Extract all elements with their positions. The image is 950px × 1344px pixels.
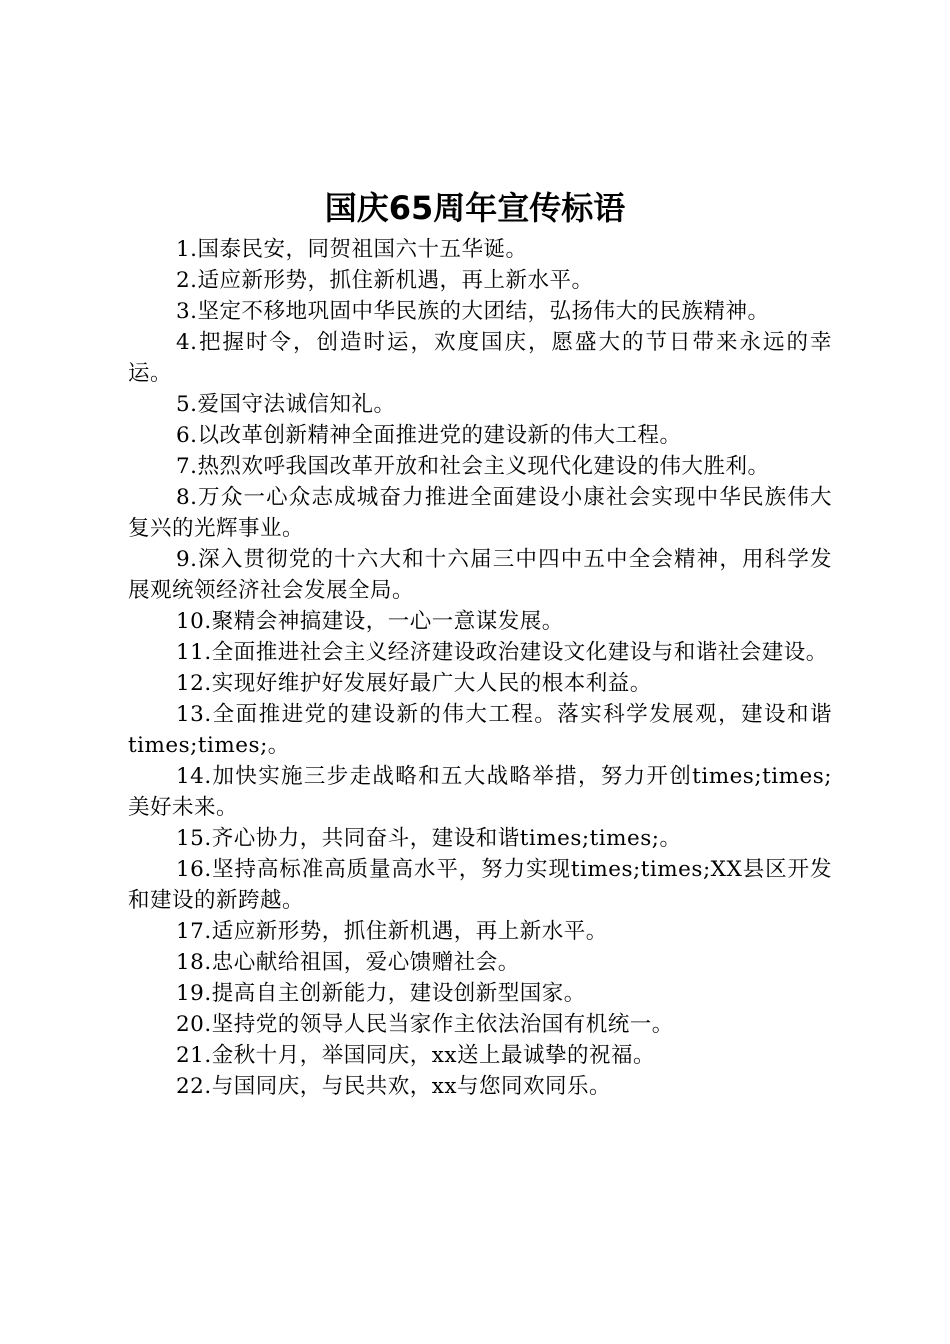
slogan-item: 20.坚持党的领导人民当家作主依法治国有机统一。	[176, 1012, 674, 1037]
slogan-item: 8.万众一心众志成城奋力推进全面建设小康社会实现中华民族伟大复兴的光辉事业。	[128, 485, 832, 541]
slogan-item: 16.坚持高标准高质量高水平，努力实现times;times;XX县区开发和建设的新跨越。	[128, 857, 832, 913]
slogan-list	[128, 234, 832, 1102]
slogan-item: 18.忠心献给祖国，爱心馈赠社会。	[176, 950, 520, 975]
slogan-item: 5.爱国守法诚信知礼。	[176, 392, 396, 417]
slogan-item: 9.深入贯彻党的十六大和十六届三中四中五中全会精神，用科学发展观统领经济社会发展全局。	[128, 547, 832, 603]
slogan-item: 11.全面推进社会主义经济建设政治建设文化建设与和谐社会建设。	[176, 640, 828, 665]
slogan-item: 15.齐心协力，共同奋斗，建设和谐times;times;。	[176, 826, 682, 851]
slogan-item: 21.金秋十月，举国同庆，xx送上最诚挚的祝福。	[176, 1043, 655, 1068]
slogan-item: 7.热烈欢呼我国改革开放和社会主义现代化建设的伟大胜利。	[176, 454, 770, 479]
slogan-item: 10.聚精会神搞建设，一心一意谋发展。	[176, 609, 564, 634]
slogan-item: 2.适应新形势，抓住新机遇，再上新水平。	[176, 268, 594, 293]
slogan-item: 22.与国同庆，与民共欢，xx与您同欢同乐。	[176, 1074, 611, 1099]
slogan-item: 14.加快实施三步走战略和五大战略举措，努力开创times;times;美好未来。	[128, 764, 832, 820]
slogan-item: 17.适应新形势，抓住新机遇，再上新水平。	[176, 919, 608, 944]
slogan-item: 13.全面推进党的建设新的伟大工程。落实科学发展观，建设和谐times;times;。	[128, 702, 832, 758]
slogan-item: 6.以改革创新精神全面推进党的建设新的伟大工程。	[176, 423, 682, 448]
slogan-item: 12.实现好维护好发展好最广大人民的根本利益。	[176, 671, 652, 696]
slogan-item: 19.提高自主创新能力，建设创新型国家。	[176, 981, 586, 1006]
document-title: 国庆65周年宣传标语	[324, 189, 626, 227]
slogan-item: 1.国泰民安，同贺祖国六十五华诞。	[176, 237, 528, 262]
slogan-item: 4.把握时令，创造时运，欢度国庆，愿盛大的节日带来永远的幸运。	[128, 330, 832, 386]
slogan-item: 3.坚定不移地巩固中华民族的大团结，弘扬伟大的民族精神。	[176, 299, 770, 324]
